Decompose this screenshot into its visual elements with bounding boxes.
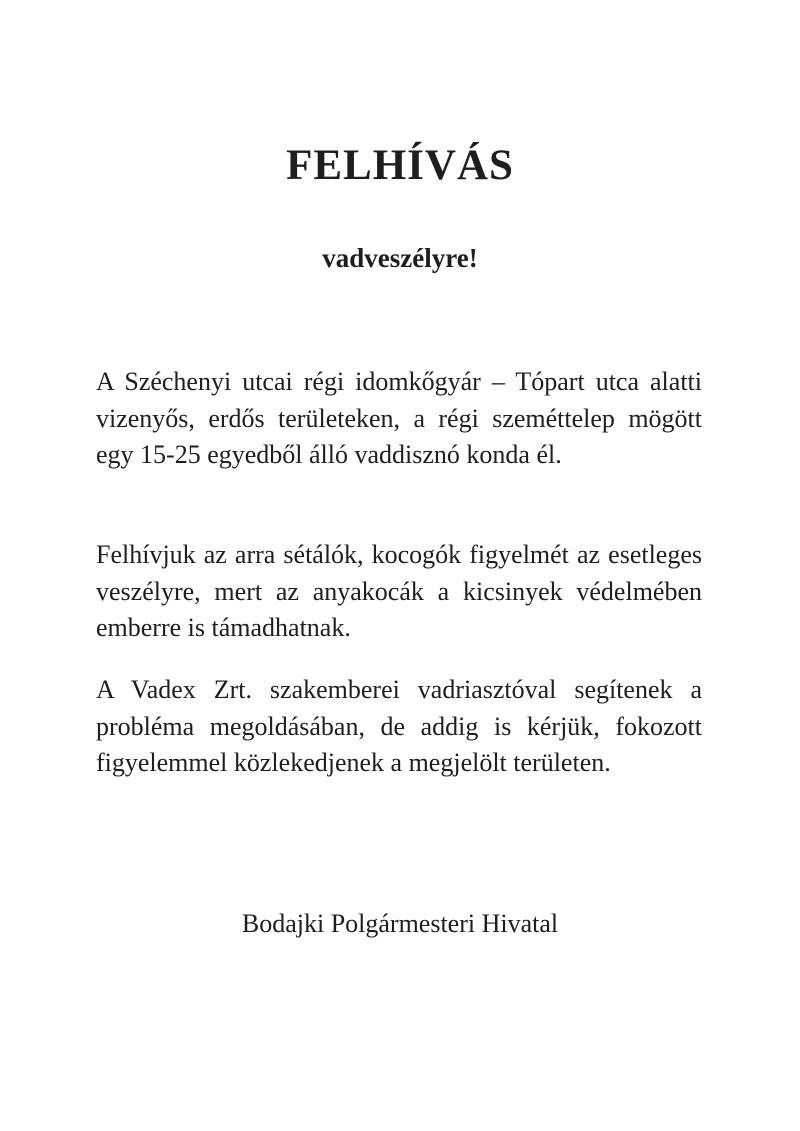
paragraph-location: A Széchenyi utcai régi idomkőgyár – Tópart utca alatti vizenyős, erdős területeken, a régi szeméttelep mögött egy 15-25 egyedből álló vaddisznó konda él. [96,367,702,469]
document-title: FELHÍVÁS [286,142,514,189]
paragraph-warning: Felhívjuk az arra sétálók, kocogók figyelmét az esetleges veszélyre, mert az anyakocák a kicsinyek védelmében emberre is támadhatnak. [96,540,702,642]
paragraph-measures: A Vadex Zrt. szakemberei vadriasztóval segítenek a probléma megoldásában, de addig is kérjük, fokozott figyelemmel közlekedjenek a megjelölt területen. [96,675,702,777]
document-subtitle: vadveszélyre! [322,243,478,273]
signature: Bodajki Polgármesteri Hivatal [241,909,559,938]
